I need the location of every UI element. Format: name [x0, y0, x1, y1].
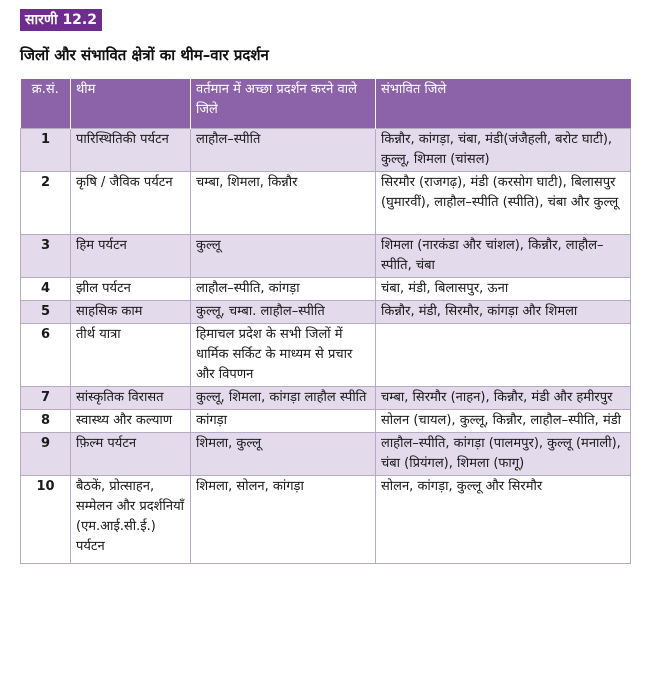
header-current-districts: वर्तमान में अच्छा प्रदर्शन करने वाले जिले: [191, 79, 376, 129]
cell-potential-districts: चंबा, मंडी, बिलासपुर, ऊना: [376, 278, 631, 301]
table-row: [21, 476, 631, 564]
cell-theme: फ़िल्म पर्यटन: [71, 433, 191, 476]
table-row: [21, 324, 631, 387]
cell-theme: बैठकें, प्रोत्साहन, सम्मेलन और प्रदर्शनियाँ (एम.आई.सी.ई.) पर्यटन: [71, 476, 191, 564]
cell-potential-districts: किन्नौर, मंडी, सिरमौर, कांगड़ा और शिमला: [376, 301, 631, 324]
table-number-badge: सारणी 12.2: [20, 9, 102, 31]
cell-theme: पारिस्थितिकी पर्यटन: [71, 129, 191, 172]
cell-theme: साहसिक काम: [71, 301, 191, 324]
cell-serial: 1: [21, 129, 71, 172]
header-serial: क्र.सं.: [21, 79, 71, 129]
cell-theme: कृषि / जैविक पर्यटन: [71, 172, 191, 235]
cell-potential-districts: शिमला (नारकंडा और चांशल), किन्नौर, लाहौल–स्पीति, चंबा: [376, 235, 631, 278]
table-header-row: [21, 79, 631, 129]
cell-current-districts: शिमला, कुल्लू: [191, 433, 376, 476]
cell-potential-districts: सोलन, कांगड़ा, कुल्लू और सिरमौर: [376, 476, 631, 564]
cell-theme: झील पर्यटन: [71, 278, 191, 301]
cell-theme: हिम पर्यटन: [71, 235, 191, 278]
table-row: [21, 129, 631, 172]
header-theme: थीम: [71, 79, 191, 129]
cell-serial: 5: [21, 301, 71, 324]
cell-serial: 7: [21, 387, 71, 410]
cell-current-districts: चम्बा, शिमला, किन्नौर: [191, 172, 376, 235]
table-row: [21, 301, 631, 324]
cell-serial: 10: [21, 476, 71, 564]
cell-potential-districts: लाहौल–स्पीति, कांगड़ा (पालमपुर), कुल्लू (मनाली), चंबा (प्रियंगल), शिमला (फागू): [376, 433, 631, 476]
table-row: [21, 235, 631, 278]
cell-theme: स्वास्थ्य और कल्याण: [71, 410, 191, 433]
cell-current-districts: लाहौल–स्पीति: [191, 129, 376, 172]
cell-serial: 3: [21, 235, 71, 278]
cell-potential-districts: किन्नौर, कांगड़ा, चंबा, मंडी(जंजैहली, बरोट घाटी), कुल्लू, शिमला (चांसल): [376, 129, 631, 172]
cell-potential-districts: सोलन (चायल), कुल्लू, किन्नौर, लाहौल–स्पीति, मंडी: [376, 410, 631, 433]
table-row: [21, 172, 631, 235]
cell-serial: 8: [21, 410, 71, 433]
cell-current-districts: कांगड़ा: [191, 410, 376, 433]
cell-potential-districts: [376, 324, 631, 387]
cell-current-districts: हिमाचल प्रदेश के सभी जिलों में धार्मिक सर्किट के माध्यम से प्रचार और विपणन: [191, 324, 376, 387]
cell-current-districts: लाहौल–स्पीति, कांगड़ा: [191, 278, 376, 301]
cell-current-districts: कुल्लू, शिमला, कांगड़ा लाहौल स्पीति: [191, 387, 376, 410]
header-potential-districts: संभावित जिले: [376, 79, 631, 129]
cell-serial: 4: [21, 278, 71, 301]
theme-district-table: [20, 79, 631, 564]
table-row: [21, 410, 631, 433]
cell-theme: तीर्थ यात्रा: [71, 324, 191, 387]
cell-theme: सांस्कृतिक विरासत: [71, 387, 191, 410]
cell-current-districts: कुल्लू, चम्बा. लाहौल–स्पीति: [191, 301, 376, 324]
cell-potential-districts: चम्बा, सिरमौर (नाहन), किन्नौर, मंडी और हमीरपुर: [376, 387, 631, 410]
cell-potential-districts: सिरमौर (राजगढ़), मंडी (करसोग घाटी), बिलासपुर (घुमारवीं), लाहौल–स्पीति (स्पीति), चंबा और कुल्लू: [376, 172, 631, 235]
cell-serial: 9: [21, 433, 71, 476]
cell-current-districts: शिमला, सोलन, कांगड़ा: [191, 476, 376, 564]
table-row: [21, 387, 631, 410]
cell-serial: 6: [21, 324, 71, 387]
table-row: [21, 278, 631, 301]
page-title: जिलों और संभावित क्षेत्रों का थीम–वार प्रदर्शन: [20, 46, 269, 64]
cell-current-districts: कुल्लू: [191, 235, 376, 278]
cell-serial: 2: [21, 172, 71, 235]
table-row: [21, 433, 631, 476]
